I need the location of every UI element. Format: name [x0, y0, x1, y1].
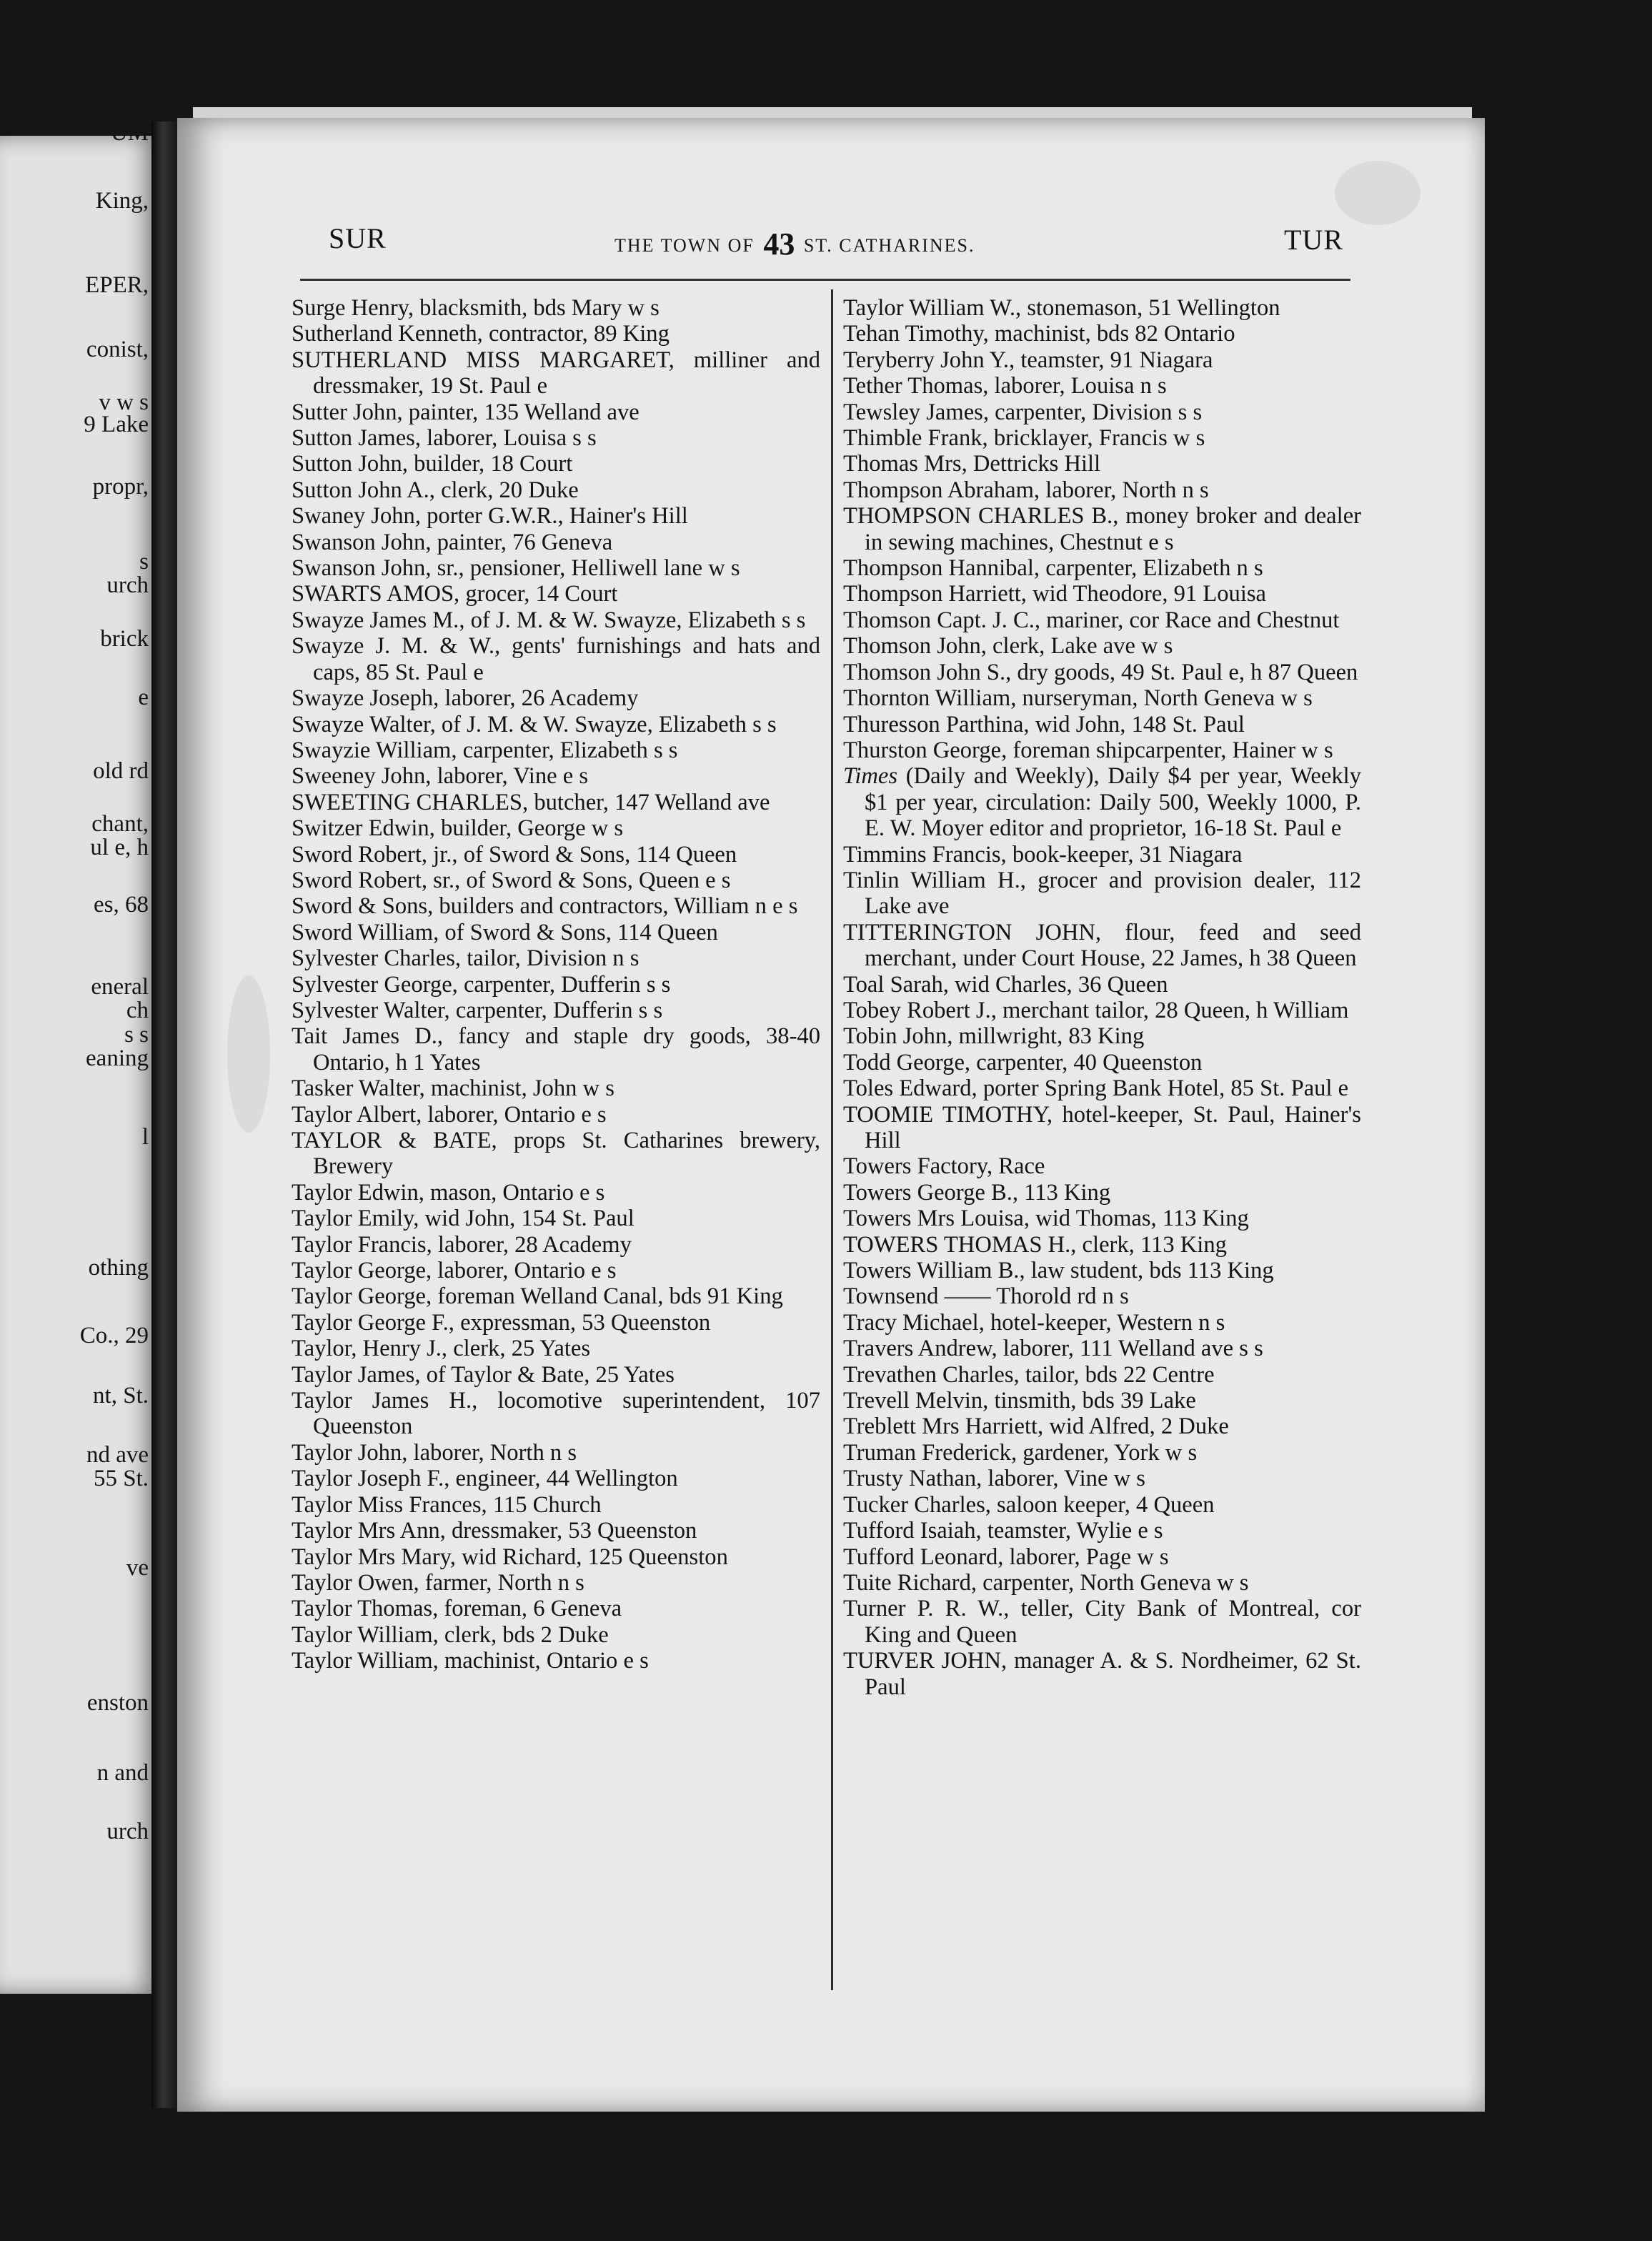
directory-entry: Tobey Robert J., merchant tailor, 28 Queen, h William: [843, 997, 1349, 1023]
facing-page-text-fragment: othing: [88, 1255, 149, 1281]
page-stain: [1335, 161, 1420, 225]
directory-entry: Sylvester George, carpenter, Dufferin s s: [292, 971, 671, 998]
header-city-label: ST. CATHARINES.: [803, 235, 975, 256]
directory-entry: Tinlin William H., grocer and provision dealer, 112 Lake ave: [843, 867, 1361, 920]
directory-entry: Swayze Walter, of J. M. & W. Swayze, Elizabeth s s: [292, 711, 777, 737]
directory-entry: Tracy Michael, hotel-keeper, Western n s: [843, 1309, 1225, 1336]
directory-entry: Sutton John A., clerk, 20 Duke: [292, 477, 579, 503]
directory-entry: Thomson John, clerk, Lake ave w s: [843, 633, 1173, 660]
directory-entry: Thomson John S., dry goods, 49 St. Paul e, h 87 Queen: [843, 659, 1358, 685]
directory-entry: Truman Frederick, gardener, York w s: [843, 1439, 1198, 1466]
directory-entry: Taylor George, laborer, Ontario e s: [292, 1258, 617, 1284]
directory-entry: Sylvester Walter, carpenter, Dufferin s s: [292, 997, 663, 1023]
facing-page-text-fragment: s: [139, 549, 149, 575]
facing-page-text-fragment: 9 Lake: [84, 412, 149, 437]
directory-entry: Swayzie William, carpenter, Elizabeth s s: [292, 737, 678, 763]
facing-page-text-fragment: EPER,: [85, 272, 149, 298]
directory-entry: Taylor Thomas, foreman, 6 Geneva: [292, 1596, 622, 1622]
directory-entry: Thimble Frank, bricklayer, Francis w s: [843, 425, 1205, 452]
directory-entry: SUTHERLAND MISS MARGARET, milliner and dressmaker, 19 St. Paul e: [292, 347, 820, 399]
facing-page-text-fragment: v w s: [99, 389, 149, 415]
page-stain: [227, 975, 270, 1133]
directory-entry: TAYLOR & BATE, props St. Catharines brewery, Brewery: [292, 1128, 820, 1180]
header-rule: [300, 279, 1350, 281]
right-column: [843, 295, 1361, 1700]
directory-entry: Swayze J. M. & W., gents' furnishings and hats and caps, 85 St. Paul e: [292, 633, 820, 685]
directory-entry: Toal Sarah, wid Charles, 36 Queen: [843, 971, 1168, 998]
facing-page-text-fragment: brick: [100, 626, 149, 652]
directory-entry: Towers George B., 113 King: [843, 1179, 1111, 1206]
facing-page-text-fragment: nt, St.: [93, 1383, 149, 1408]
directory-entry: Swaney John, porter G.W.R., Hainer's Hill: [292, 503, 688, 530]
directory-entry: TURVER JOHN, manager A. & S. Nordheimer, 62 St. Paul: [843, 1648, 1361, 1700]
facing-page-text-fragment: eaning: [86, 1045, 149, 1071]
left-column: [292, 295, 820, 1674]
facing-page-text-fragment: 55 St.: [93, 1466, 149, 1491]
directory-entry: Tehan Timothy, machinist, bds 82 Ontario: [843, 321, 1235, 347]
facing-page-text-fragment: Co., 29: [79, 1323, 149, 1348]
directory-entry: Sutter John, painter, 135 Welland ave: [292, 399, 640, 425]
directory-entry: Taylor William, machinist, Ontario e s: [292, 1648, 649, 1674]
facing-page-text-fragment: e: [138, 685, 149, 710]
directory-entry: Sutton James, laborer, Louisa s s: [292, 425, 597, 452]
directory-entry: SWARTS AMOS, grocer, 14 Court: [292, 581, 618, 607]
facing-page-text-fragment: nd ave: [86, 1442, 149, 1468]
directory-entry: Swanson John, painter, 76 Geneva: [292, 529, 613, 555]
directory-entry: Taylor William W., stonemason, 51 Wellington: [843, 295, 1280, 321]
facing-page-text-fragment: urch: [106, 1819, 149, 1844]
directory-entry: Sylvester Charles, tailor, Division n s: [292, 945, 640, 972]
directory-entry: Taylor George F., expressman, 53 Queenston: [292, 1309, 711, 1336]
directory-entry: Sutherland Kenneth, contractor, 89 King: [292, 321, 670, 347]
directory-entry: Sword Robert, sr., of Sword & Sons, Queen e s: [292, 867, 731, 893]
directory-entry: Thomson Capt. J. C., mariner, cor Race and Chestnut: [843, 607, 1340, 633]
directory-entry: Taylor George, foreman Welland Canal, bds 91 King: [292, 1283, 783, 1310]
directory-entry: Taylor Mrs Mary, wid Richard, 125 Queenston: [292, 1544, 728, 1570]
directory-entry: Tobin John, millwright, 83 King: [843, 1023, 1145, 1050]
directory-entry: Towers William B., law student, bds 113 King: [843, 1258, 1274, 1284]
directory-entry: Travers Andrew, laborer, 111 Welland ave s s: [843, 1336, 1263, 1362]
directory-entry: Switzer Edwin, builder, George w s: [292, 815, 624, 842]
directory-entry: Taylor, Henry J., clerk, 25 Yates: [292, 1336, 591, 1362]
directory-entry: SWEETING CHARLES, butcher, 147 Welland ave: [292, 789, 770, 815]
directory-entry: Tufford Isaiah, teamster, Wylie e s: [843, 1518, 1163, 1544]
facing-page-text-fragment: propr,: [92, 474, 149, 500]
directory-entry: Taylor Albert, laborer, Ontario e s: [292, 1101, 607, 1128]
facing-page-text-fragment: enston: [86, 1690, 149, 1716]
directory-entry: Thuresson Parthina, wid John, 148 St. Paul: [843, 711, 1245, 737]
directory-entry: THOMPSON CHARLES B., money broker and dealer in sewing machines, Chestnut e s: [843, 503, 1361, 555]
directory-entry: Tufford Leonard, laborer, Page w s: [843, 1544, 1169, 1570]
directory-entry: Tewsley James, carpenter, Division s s: [843, 399, 1203, 425]
facing-page-text-fragment: ch: [126, 998, 149, 1023]
facing-page-text-fragment: urch: [106, 572, 149, 598]
facing-page-text-fragment: old rd: [93, 758, 149, 784]
directory-entry: TITTERINGTON JOHN, flour, feed and seed merchant, under Court House, 22 James, h 38 Queen: [843, 919, 1361, 972]
facing-page-text-fragment: ul e, h: [90, 835, 149, 860]
directory-entry: Turner P. R. W., teller, City Bank of Montreal, cor King and Queen: [843, 1596, 1361, 1648]
newspaper-title: Times: [843, 763, 898, 790]
directory-entry: Tuite Richard, carpenter, North Geneva w s: [843, 1569, 1249, 1596]
directory-entry: Tait James D., fancy and staple dry goods, 38-40 Ontario, h 1 Yates: [292, 1023, 820, 1075]
directory-entry: Taylor Miss Frances, 115 Church: [292, 1491, 602, 1518]
header-guide-left: SUR: [329, 222, 387, 254]
directory-entry: TOWERS THOMAS H., clerk, 113 King: [843, 1231, 1227, 1258]
directory-entry: Townsend —— Thorold rd n s: [843, 1283, 1129, 1310]
directory-entry: Tasker Walter, machinist, John w s: [292, 1075, 614, 1102]
directory-entry: Trevell Melvin, tinsmith, bds 39 Lake: [843, 1388, 1196, 1414]
directory-entry: Towers Factory, Race: [843, 1153, 1045, 1180]
directory-entry: Teryberry John Y., teamster, 91 Niagara: [843, 347, 1213, 373]
page-number: 43: [763, 227, 795, 262]
facing-page-text-fragment: King,: [95, 188, 149, 214]
facing-page-fragment: [0, 120, 159, 1994]
directory-entry: Thomas Mrs, Dettricks Hill: [843, 451, 1101, 477]
header-town-label: THE TOWN OF: [614, 235, 755, 256]
directory-entry: Taylor William, clerk, bds 2 Duke: [292, 1621, 609, 1648]
directory-entry: Tether Thomas, laborer, Louisa n s: [843, 373, 1167, 399]
directory-entry: Taylor Emily, wid John, 154 St. Paul: [292, 1206, 635, 1232]
directory-entry: Thompson Harriett, wid Theodore, 91 Louisa: [843, 581, 1267, 607]
directory-entry: Surge Henry, blacksmith, bds Mary w s: [292, 295, 660, 321]
facing-page-text-fragment: ve: [126, 1555, 149, 1581]
directory-entry: Swanson John, sr., pensioner, Helliwell lane w s: [292, 555, 740, 582]
directory-entry: Swayze James M., of J. M. & W. Swayze, Elizabeth s s: [292, 607, 806, 633]
directory-entry: Sword Robert, jr., of Sword & Sons, 114 Queen: [292, 841, 737, 868]
facing-page-text-fragment: es, 68: [94, 892, 149, 918]
facing-page-text-fragment: chant,: [91, 811, 149, 837]
directory-entry: Toles Edward, porter Spring Bank Hotel, 85 St. Paul e: [843, 1075, 1349, 1102]
book-spine: [151, 121, 180, 2108]
directory-entry: Todd George, carpenter, 40 Queenston: [843, 1049, 1203, 1075]
directory-entry: Tucker Charles, saloon keeper, 4 Queen: [843, 1491, 1215, 1518]
directory-entry: Taylor John, laborer, North n s: [292, 1439, 577, 1466]
facing-page-text-fragment: conist,: [86, 337, 149, 362]
directory-entry: Sutton John, builder, 18 Court: [292, 451, 573, 477]
facing-page-text-fragment: eneral: [91, 974, 149, 1000]
facing-page-text-fragment: l: [141, 1124, 149, 1150]
facing-page-text-fragment: UM: [110, 120, 149, 146]
directory-entry: Thurston George, foreman shipcarpenter, Hainer w s: [843, 737, 1333, 763]
directory-entry: Taylor Francis, laborer, 28 Academy: [292, 1231, 632, 1258]
facing-page-text-fragment: n and: [96, 1760, 149, 1786]
header-guide-right: TUR: [1284, 224, 1343, 256]
facing-page-text-fragment: s s: [124, 1022, 149, 1048]
directory-entry: Thornton William, nurseryman, North Geneva w s: [843, 685, 1313, 712]
directory-entry: Trusty Nathan, laborer, Vine w s: [843, 1466, 1145, 1492]
directory-entry: Taylor Mrs Ann, dressmaker, 53 Queenston: [292, 1518, 697, 1544]
directory-entry: Timmins Francis, book-keeper, 31 Niagara: [843, 841, 1243, 868]
directory-entry: Towers Mrs Louisa, wid Thomas, 113 King: [843, 1206, 1249, 1232]
directory-entry: Taylor Joseph F., engineer, 44 Wellington: [292, 1466, 678, 1492]
header-center: [614, 226, 975, 262]
directory-entry: Thompson Abraham, laborer, North n s: [843, 477, 1209, 503]
directory-entry: Sword William, of Sword & Sons, 114 Queen: [292, 919, 718, 945]
directory-entry: Taylor James H., locomotive superintendent, 107 Queenston: [292, 1388, 820, 1440]
directory-entry: Treblett Mrs Harriett, wid Alfred, 2 Duke: [843, 1413, 1229, 1440]
directory-entry: Thompson Hannibal, carpenter, Elizabeth n s: [843, 555, 1263, 582]
directory-entry: Sword & Sons, builders and contractors, William n e s: [292, 893, 798, 920]
directory-entry: Sweeney John, laborer, Vine e s: [292, 763, 589, 790]
directory-entry: Times (Daily and Weekly), Daily $4 per year, Weekly $1 per year, circulation: Daily 500, Weekly 1000, P. E. W. Moyer editor and proprietor, 16-18 St. Paul e: [843, 763, 1361, 842]
directory-entry: Taylor Edwin, mason, Ontario e s: [292, 1179, 605, 1206]
directory-entry: Swayze Joseph, laborer, 26 Academy: [292, 685, 639, 712]
directory-entry: Taylor James, of Taylor & Bate, 25 Yates: [292, 1361, 675, 1388]
directory-entry: TOOMIE TIMOTHY, hotel-keeper, St. Paul, Hainer's Hill: [843, 1101, 1361, 1153]
running-head: [329, 222, 1343, 264]
directory-entry: Trevathen Charles, tailor, bds 22 Centre: [843, 1361, 1215, 1388]
directory-entry: Taylor Owen, farmer, North n s: [292, 1569, 584, 1596]
column-divider: [831, 289, 833, 1990]
